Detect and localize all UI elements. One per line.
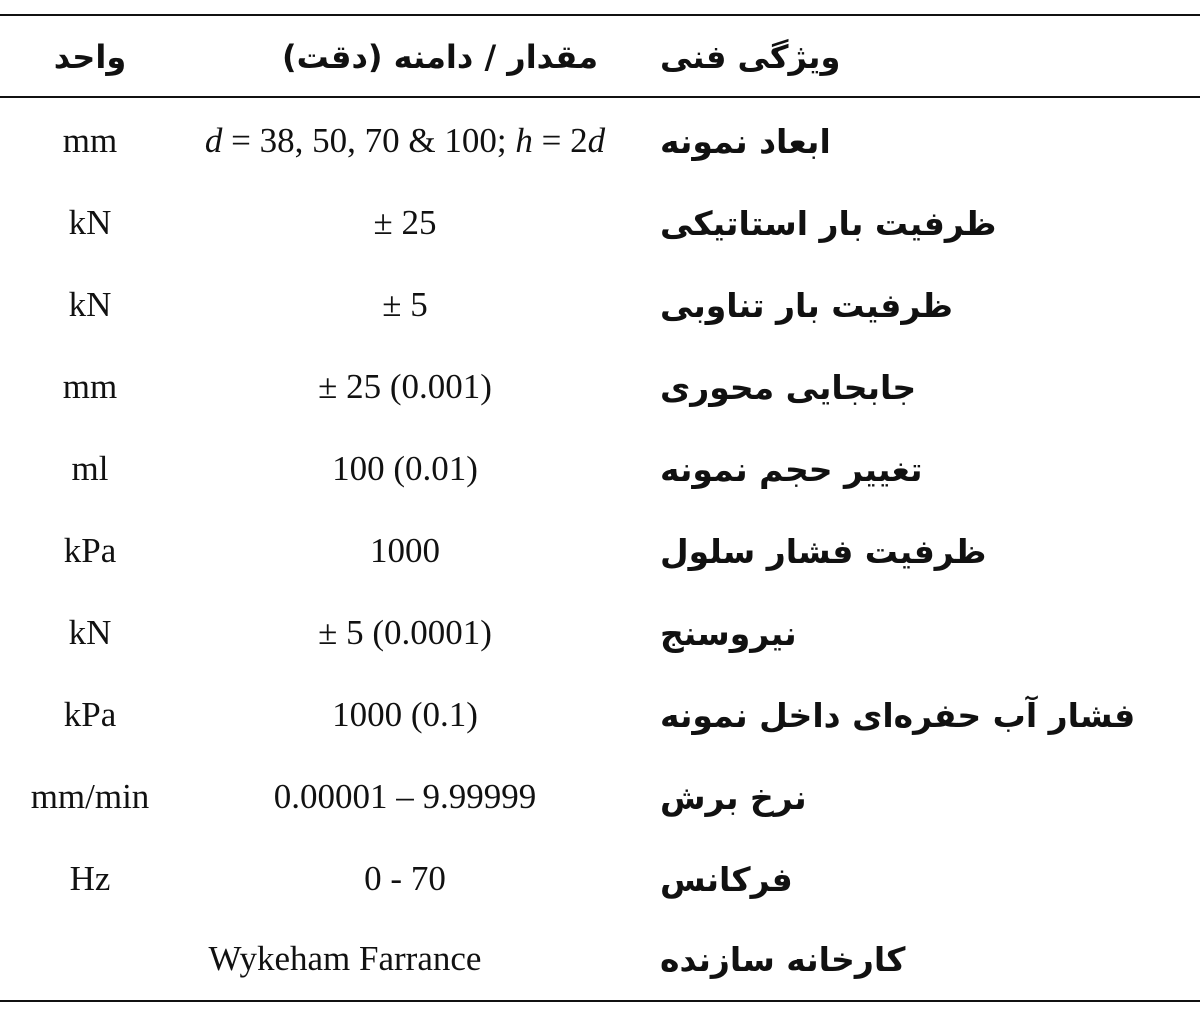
value-cell: 100 (0.01) [332, 449, 478, 488]
property-cell: جابجایی محوری [660, 367, 917, 407]
value-cell: 1000 [370, 531, 440, 570]
unit-cell: kPa [63, 695, 117, 734]
table-bottom-rule [0, 1000, 1200, 1002]
unit-cell: mm [62, 367, 118, 406]
property-cell: ظرفیت بار استاتیکی [660, 203, 997, 243]
value-cell: ± 25 [373, 203, 437, 242]
value-cell: 0.00001 – 9.99999 [273, 777, 537, 816]
property-cell: ظرفیت بار تناوبی [660, 285, 953, 325]
value-cell: ± 5 [382, 285, 428, 324]
header-unit: واحد [53, 38, 127, 76]
h-equation: = 2 [532, 121, 588, 160]
table-row [0, 182, 1200, 264]
property-cell: ابعاد نمونه [660, 121, 831, 161]
unit-cell: kN [68, 285, 112, 324]
unit-cell: kN [68, 203, 112, 242]
property-cell: فشار آب حفره‌ای داخل نمونه [660, 695, 1136, 735]
property-cell: تغییر حجم نمونه [660, 449, 923, 489]
header-value: مقدار / دامنه (دقت) [282, 38, 598, 76]
value-cell: 1000 (0.1) [332, 695, 478, 734]
value-cell: ± 5 (0.0001) [318, 613, 492, 652]
table-row [0, 346, 1200, 428]
property-cell: فرکانس [660, 859, 793, 899]
table-row [0, 674, 1200, 756]
value-cell: ± 25 (0.001) [318, 367, 492, 406]
unit-cell: ml [71, 449, 109, 488]
d-symbol-2: d [587, 121, 606, 160]
table-row [0, 510, 1200, 592]
unit-cell: kPa [63, 531, 117, 570]
value-cell: Wykeham Farrance [208, 939, 482, 978]
unit-cell: Hz [69, 859, 111, 898]
unit-cell: mm/min [30, 777, 150, 816]
d-values: = 38, 50, 70 & 100; [222, 121, 516, 160]
table-row [0, 100, 1200, 182]
table-row [0, 592, 1200, 674]
table-row [0, 264, 1200, 346]
unit-cell [10, 918, 170, 1000]
value-cell [125, 100, 685, 182]
unit-cell: kN [68, 613, 112, 652]
property-cell: کارخانه سازنده [660, 939, 906, 979]
property-cell: نیروسنج [660, 613, 797, 653]
table-row [0, 838, 1200, 920]
table-header-row [0, 16, 1200, 98]
property-cell: ظرفیت فشار سلول [660, 531, 987, 571]
h-symbol: h [515, 121, 533, 160]
table-row [0, 428, 1200, 510]
value-cell: 0 - 70 [364, 859, 446, 898]
header-property: ویژگی فنی [660, 38, 841, 76]
table-row [0, 756, 1200, 838]
d-symbol: d [204, 121, 223, 160]
unit-cell: mm [62, 121, 118, 160]
table-row [0, 918, 1200, 1000]
property-cell: نرخ برش [660, 777, 807, 817]
